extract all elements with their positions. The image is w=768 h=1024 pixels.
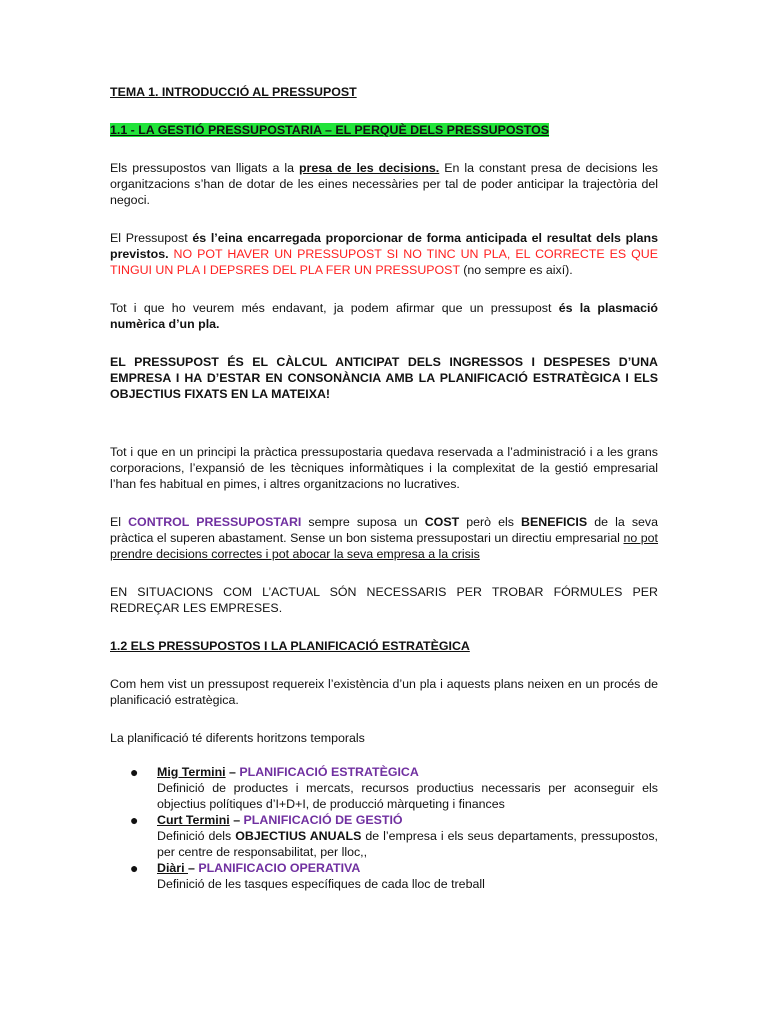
- p1-text-a: Els pressupostos van lligats a la: [110, 161, 299, 175]
- p6-text-b: CONTROL PRESSUPOSTARI: [128, 515, 302, 529]
- p3-text-b: és la plasmació numèrica d’un pla.: [110, 301, 658, 331]
- list-item-label: PLANIFICACIÓ DE GESTIÓ: [243, 813, 403, 827]
- list-item-separator: –: [225, 765, 240, 779]
- bullet-dot-icon: ●: [130, 860, 139, 876]
- section-1-heading-text: 1.1 - LA GESTIÓ PRESSUPOSTARIA – EL PERQUÈ DELS PRESSUPOSTOS: [110, 123, 550, 137]
- paragraph-1: [110, 160, 658, 208]
- list-item-term: Diàri: [157, 861, 188, 875]
- p1-text-b: presa de les decisions.: [298, 161, 440, 175]
- p6-text-e: però els: [459, 515, 522, 529]
- paragraph-7: EN SITUACIONS COM L’ACTUAL SÓN NECESSARIS PER TROBAR FÓRMULES PER REDREÇAR LES EMPRESES.: [110, 585, 658, 615]
- list-item-description: Definició de productes i mercats, recursos productius necessaris per aconseguir els objectius polítiques d’I+D+I, de producció màrqueting i finances: [157, 781, 658, 811]
- document-body: [110, 84, 658, 892]
- list-item-description: [157, 828, 658, 860]
- list-item-separator: –: [188, 861, 199, 875]
- p6-text-g: de la seva pràctica el superen abastament. Sense un bon sistema pressupostari un directiu empresarial: [110, 515, 658, 545]
- p6-text-d: COST: [424, 515, 460, 529]
- p2-text-a: El Pressupost: [110, 231, 193, 245]
- list-item-term: Curt Termini: [157, 813, 230, 827]
- paragraph-4: EL PRESSUPOST ÉS EL CÀLCUL ANTICIPAT DELS INGRESSOS I DESPESES D’UNA EMPRESA I HA D’ESTAR EN CONSONÀNCIA AMB LA PLANIFICACIÓ ESTRATÈGICA I ELS OBJECTIUS FIXATS EN LA MATEIXA!: [110, 355, 658, 401]
- p6-text-h: no pot prendre decisions correctes i pot abocar la seva empresa a la crisis: [110, 531, 659, 561]
- p2-text-d: (no sempre es així).: [459, 263, 573, 277]
- paragraph-6: [110, 514, 658, 562]
- horizons-list: [110, 764, 658, 892]
- list-item-description: Definició de les tasques específiques de cada lloc de treball: [157, 877, 485, 891]
- paragraph-5: Tot i que en un principi la pràctica pressupostaria quedava reservada a l’administració i a les grans corporacions, l’expansió de les tècniques informàtiques i la complexitat de la gestió empresarial l’han fes habitual en pimes, i altres organitzacions no lucratives.: [110, 445, 658, 491]
- list-item-title: [157, 764, 658, 780]
- p1-text-c: En la constant presa de decisions les organitzacions s’han de dotar de les eines necessàries per tal de poder anticipar la trajectòria del negoci.: [110, 161, 658, 207]
- paragraph-8: Com hem vist un pressupost requereix l’existència d’un pla i aquests plans neixen en un procés de planificació estratègica.: [110, 677, 658, 707]
- list-item-label: PLANIFICACIO OPERATIVA: [198, 861, 361, 875]
- paragraph-2: [110, 230, 658, 278]
- list-item-desc-c: de l’empresa i els seus departaments, pressupostos, per centre de responsabilitat, per lloc,,: [157, 829, 658, 859]
- section-1-heading: [110, 122, 658, 138]
- p6-text-f: BENEFICIS: [521, 515, 588, 529]
- paragraph-3: [110, 300, 658, 332]
- p2-text-b: és l’eina encarregada proporcionar de forma anticipada el resultat dels plans previstos.: [110, 231, 658, 261]
- list-item: [110, 812, 658, 860]
- bullet-dot-icon: ●: [130, 812, 139, 828]
- p2-text-c: NO POT HAVER UN PRESSUPOST SI NO TINC UN PLA, EL CORRECTE ES QUE TINGUI UN PLA I DEPSRES DEL PLA FER UN PRESSUPOST: [110, 247, 658, 277]
- p6-text-a: El: [110, 515, 129, 529]
- list-item: [110, 764, 658, 812]
- p3-text-a: Tot i que ho veurem més endavant, ja podem afirmar que un pressupost: [110, 301, 559, 315]
- list-item-label: PLANIFICACIÓ ESTRATÈGICA: [239, 765, 419, 779]
- section-2-heading: 1.2 ELS PRESSUPOSTOS I LA PLANIFICACIÓ ESTRATÈGICA: [110, 639, 470, 653]
- p6-text-c: sempre suposa un: [301, 515, 425, 529]
- document-title: TEMA 1. INTRODUCCIÓ AL PRESSUPOST: [110, 85, 357, 99]
- paragraph-9: La planificació té diferents horitzons temporals: [110, 731, 365, 745]
- list-item-desc-a: Definició dels: [157, 829, 236, 843]
- list-item-term: Mig Termini: [157, 765, 226, 779]
- list-item-title: [157, 812, 658, 828]
- list-item: [110, 860, 658, 892]
- list-item-separator: –: [229, 813, 244, 827]
- bullet-dot-icon: ●: [130, 764, 139, 780]
- list-item-desc-b: OBJECTIUS ANUALS: [235, 829, 362, 843]
- list-item-title: [157, 860, 658, 876]
